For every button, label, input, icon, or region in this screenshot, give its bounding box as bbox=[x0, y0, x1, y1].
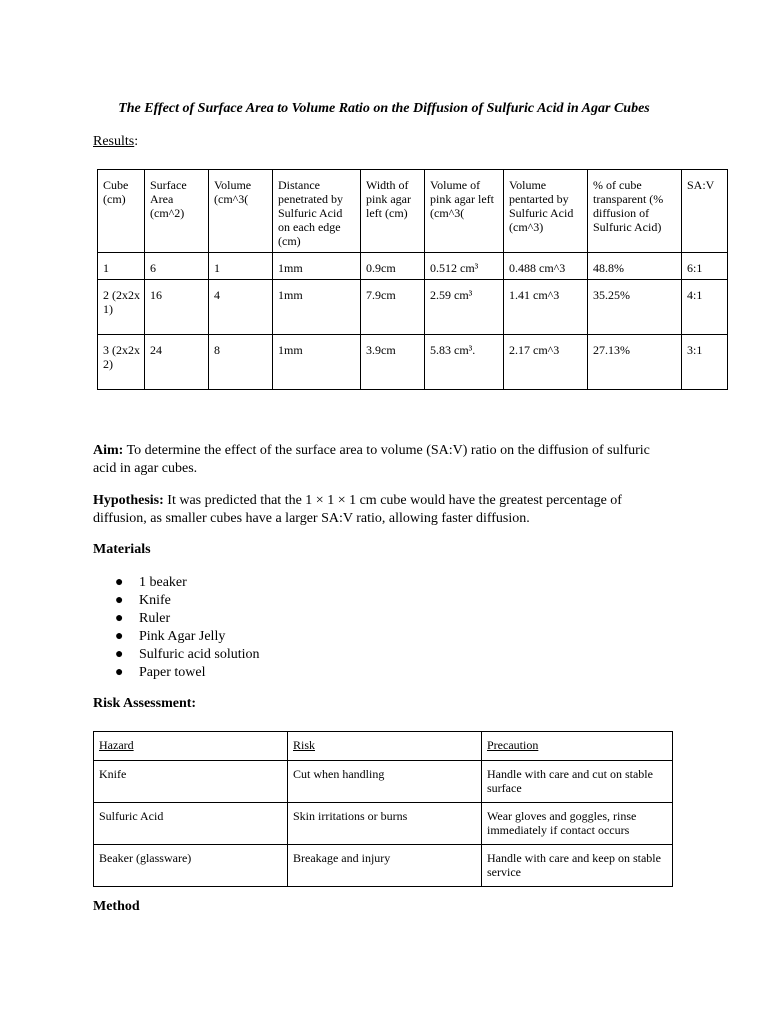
materials-list bbox=[93, 574, 260, 682]
list-item-label: Paper towel bbox=[139, 665, 206, 680]
results-heading-colon: : bbox=[134, 134, 139, 149]
list-item-label: 1 beaker bbox=[139, 575, 187, 590]
list-item bbox=[93, 628, 260, 646]
table-row bbox=[98, 335, 728, 390]
aim-text: To determine the effect of the surface area to volume (SA:V) ratio on the diffusion of sulfuric acid in agar cubes. bbox=[93, 443, 650, 476]
table-cell: Skin irritations or burns bbox=[288, 803, 482, 845]
results-header-row bbox=[98, 170, 728, 253]
list-item bbox=[93, 574, 260, 592]
results-header-cell: Cube (cm) bbox=[98, 170, 145, 253]
results-header-cell: Volume (cm^3( bbox=[209, 170, 273, 253]
table-cell: 48.8% bbox=[588, 253, 682, 280]
hypothesis-paragraph bbox=[93, 492, 673, 528]
method-heading: Method bbox=[93, 899, 140, 914]
risk-header-precaution: Precaution bbox=[487, 738, 539, 752]
table-cell: 1 bbox=[209, 253, 273, 280]
list-item-label: Ruler bbox=[139, 611, 171, 626]
risk-header-cell bbox=[482, 732, 673, 761]
table-row bbox=[98, 280, 728, 335]
table-cell: 1 bbox=[98, 253, 145, 280]
table-cell: 3.9cm bbox=[361, 335, 425, 390]
hypothesis-text: It was predicted that the 1 × 1 × 1 cm cube would have the greatest percentage of diffusion, as smaller cubes have a larger SA:V ratio, allowing faster diffusion. bbox=[93, 493, 622, 526]
table-cell: 5.83 cm³. bbox=[425, 335, 504, 390]
bullet-icon: ● bbox=[115, 593, 124, 608]
table-cell: 1mm bbox=[273, 335, 361, 390]
bullet-icon: ● bbox=[115, 611, 124, 626]
bullet-icon: ● bbox=[115, 629, 124, 644]
results-heading bbox=[93, 134, 138, 150]
table-cell: Wear gloves and goggles, rinse immediately if contact occurs bbox=[482, 803, 673, 845]
table-cell: 0.512 cm³ bbox=[425, 253, 504, 280]
table-cell: 35.25% bbox=[588, 280, 682, 335]
list-item bbox=[93, 592, 260, 610]
table-row bbox=[94, 845, 673, 887]
materials-heading: Materials bbox=[93, 542, 151, 557]
table-cell: Knife bbox=[94, 761, 288, 803]
table-cell: 1mm bbox=[273, 280, 361, 335]
results-table bbox=[97, 169, 728, 390]
results-header-cell: Volume pentarted by Sulfuric Acid (cm^3) bbox=[504, 170, 588, 253]
risk-header-row bbox=[94, 732, 673, 761]
table-cell: Handle with care and keep on stable service bbox=[482, 845, 673, 887]
results-header-cell: Width of pink agar left (cm) bbox=[361, 170, 425, 253]
table-cell: Handle with care and cut on stable surface bbox=[482, 761, 673, 803]
list-item bbox=[93, 664, 260, 682]
table-cell: 1.41 cm^3 bbox=[504, 280, 588, 335]
risk-table bbox=[93, 731, 673, 887]
list-item-label: Pink Agar Jelly bbox=[139, 629, 226, 644]
bullet-icon: ● bbox=[115, 665, 124, 680]
risk-assessment-heading: Risk Assessment: bbox=[93, 696, 197, 711]
table-cell: 1mm bbox=[273, 253, 361, 280]
table-row bbox=[94, 803, 673, 845]
aim-label: Aim: bbox=[93, 443, 124, 458]
risk-header-cell bbox=[288, 732, 482, 761]
table-cell: Sulfuric Acid bbox=[94, 803, 288, 845]
table-cell: 3:1 bbox=[682, 335, 728, 390]
table-cell: 3 (2x2x 2) bbox=[98, 335, 145, 390]
table-cell: Beaker (glassware) bbox=[94, 845, 288, 887]
table-cell: 4 bbox=[209, 280, 273, 335]
table-cell: 2 (2x2x 1) bbox=[98, 280, 145, 335]
results-header-cell: SA:V bbox=[682, 170, 728, 253]
table-cell: 4:1 bbox=[682, 280, 728, 335]
table-cell: 16 bbox=[145, 280, 209, 335]
list-item-label: Knife bbox=[139, 593, 171, 608]
table-cell: 6:1 bbox=[682, 253, 728, 280]
risk-header-hazard: Hazard bbox=[99, 738, 134, 752]
results-heading-text: Results bbox=[93, 134, 135, 149]
list-item bbox=[93, 610, 260, 628]
aim-paragraph bbox=[93, 442, 673, 478]
document-title: The Effect of Surface Area to Volume Ratio on the Diffusion of Sulfuric Acid in Agar Cubes bbox=[118, 101, 650, 116]
table-cell: 7.9cm bbox=[361, 280, 425, 335]
table-cell: Breakage and injury bbox=[288, 845, 482, 887]
table-cell: 24 bbox=[145, 335, 209, 390]
results-header-cell: % of cube transparent (% diffusion of Sulfuric Acid) bbox=[588, 170, 682, 253]
results-header-cell: Volume of pink agar left (cm^3( bbox=[425, 170, 504, 253]
risk-header-cell bbox=[94, 732, 288, 761]
results-header-cell: Distance penetrated by Sulfuric Acid on each edge (cm) bbox=[273, 170, 361, 253]
table-cell: 6 bbox=[145, 253, 209, 280]
bullet-icon: ● bbox=[115, 647, 124, 662]
table-cell: 8 bbox=[209, 335, 273, 390]
table-cell: 0.9cm bbox=[361, 253, 425, 280]
table-row bbox=[94, 761, 673, 803]
table-cell: Cut when handling bbox=[288, 761, 482, 803]
risk-header-risk: Risk bbox=[293, 738, 316, 752]
table-cell: 2.59 cm³ bbox=[425, 280, 504, 335]
table-cell: 2.17 cm^3 bbox=[504, 335, 588, 390]
results-header-cell: Surface Area (cm^2) bbox=[145, 170, 209, 253]
list-item-label: Sulfuric acid solution bbox=[139, 647, 260, 662]
list-item bbox=[93, 646, 260, 664]
bullet-icon: ● bbox=[115, 575, 124, 590]
table-cell: 0.488 cm^3 bbox=[504, 253, 588, 280]
table-cell: 27.13% bbox=[588, 335, 682, 390]
table-row bbox=[98, 253, 728, 280]
hypothesis-label: Hypothesis: bbox=[93, 493, 164, 508]
